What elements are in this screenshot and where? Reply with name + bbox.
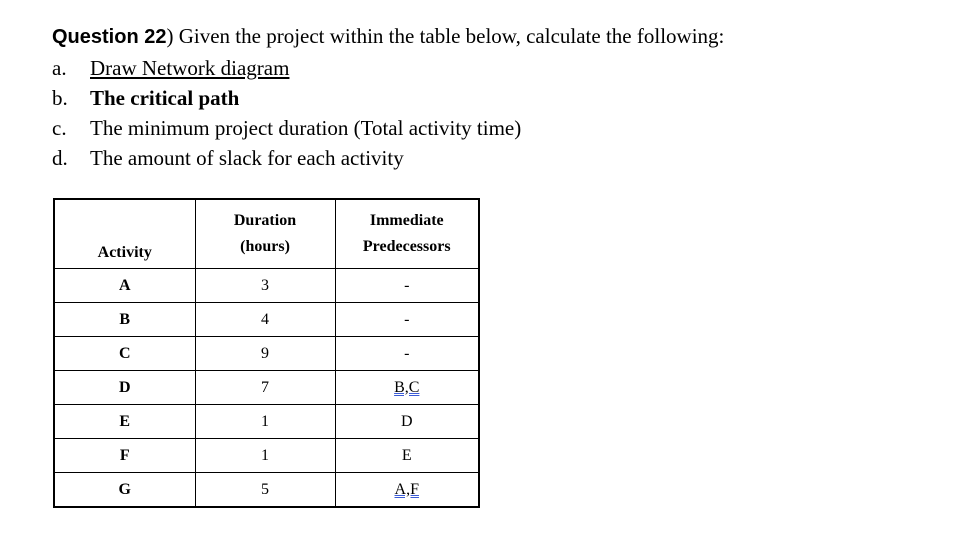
list-item-b [52, 86, 239, 111]
header-activity: Activity [54, 199, 195, 269]
table-header-row [54, 199, 479, 269]
activity-cell: E [54, 405, 195, 439]
header-duration-line2: (hours) [240, 238, 290, 255]
table-row [54, 371, 479, 405]
duration-cell: 5 [195, 473, 335, 508]
list-text: The critical path [90, 86, 240, 110]
table-row [54, 269, 479, 303]
question-text: ) Given the project within the table below, calculate the following: [166, 24, 725, 48]
activity-cell: G [54, 473, 195, 508]
activity-cell: C [54, 337, 195, 371]
predecessor-cell [335, 371, 479, 405]
list-text: The amount of slack for each activity [90, 146, 404, 170]
header-pred-line2: Predecessors [362, 238, 451, 255]
table-row [54, 337, 479, 371]
list-text: Draw Network diagram [90, 56, 290, 80]
header-duration [195, 199, 335, 269]
predecessor-cell: E [335, 439, 479, 473]
duration-cell: 1 [195, 439, 335, 473]
header-predecessors [335, 199, 479, 269]
activity-cell: A [54, 269, 195, 303]
list-item-a [52, 56, 289, 81]
header-duration-line1: Duration [233, 212, 297, 229]
duration-cell: 4 [195, 303, 335, 337]
predecessor-cell: - [335, 337, 479, 371]
predecessor-cell: - [335, 303, 479, 337]
table-row [54, 405, 479, 439]
list-marker: c. [52, 116, 67, 140]
duration-cell: 1 [195, 405, 335, 439]
project-table [53, 198, 480, 508]
predecessor-value: B,C [394, 378, 420, 396]
question-label: Question 22 [52, 26, 167, 48]
activity-cell: D [54, 371, 195, 405]
predecessor-cell [335, 473, 479, 508]
duration-cell: 7 [195, 371, 335, 405]
activity-cell: F [54, 439, 195, 473]
table-row [54, 439, 479, 473]
table-row [54, 473, 479, 508]
list-marker: a. [52, 56, 67, 80]
duration-cell: 9 [195, 337, 335, 371]
list-item-d [52, 146, 404, 171]
activity-cell: B [54, 303, 195, 337]
list-text: The minimum project duration (Total activity time) [90, 116, 522, 140]
predecessor-value: A,F [394, 480, 419, 498]
table-row [54, 303, 479, 337]
list-marker: b. [52, 86, 68, 110]
predecessor-cell: D [335, 405, 479, 439]
list-item-c [52, 116, 521, 141]
predecessor-cell: - [335, 269, 479, 303]
header-pred-line1: Immediate [369, 212, 444, 229]
duration-cell: 3 [195, 269, 335, 303]
list-marker: d. [52, 146, 68, 170]
question-heading [52, 24, 724, 49]
